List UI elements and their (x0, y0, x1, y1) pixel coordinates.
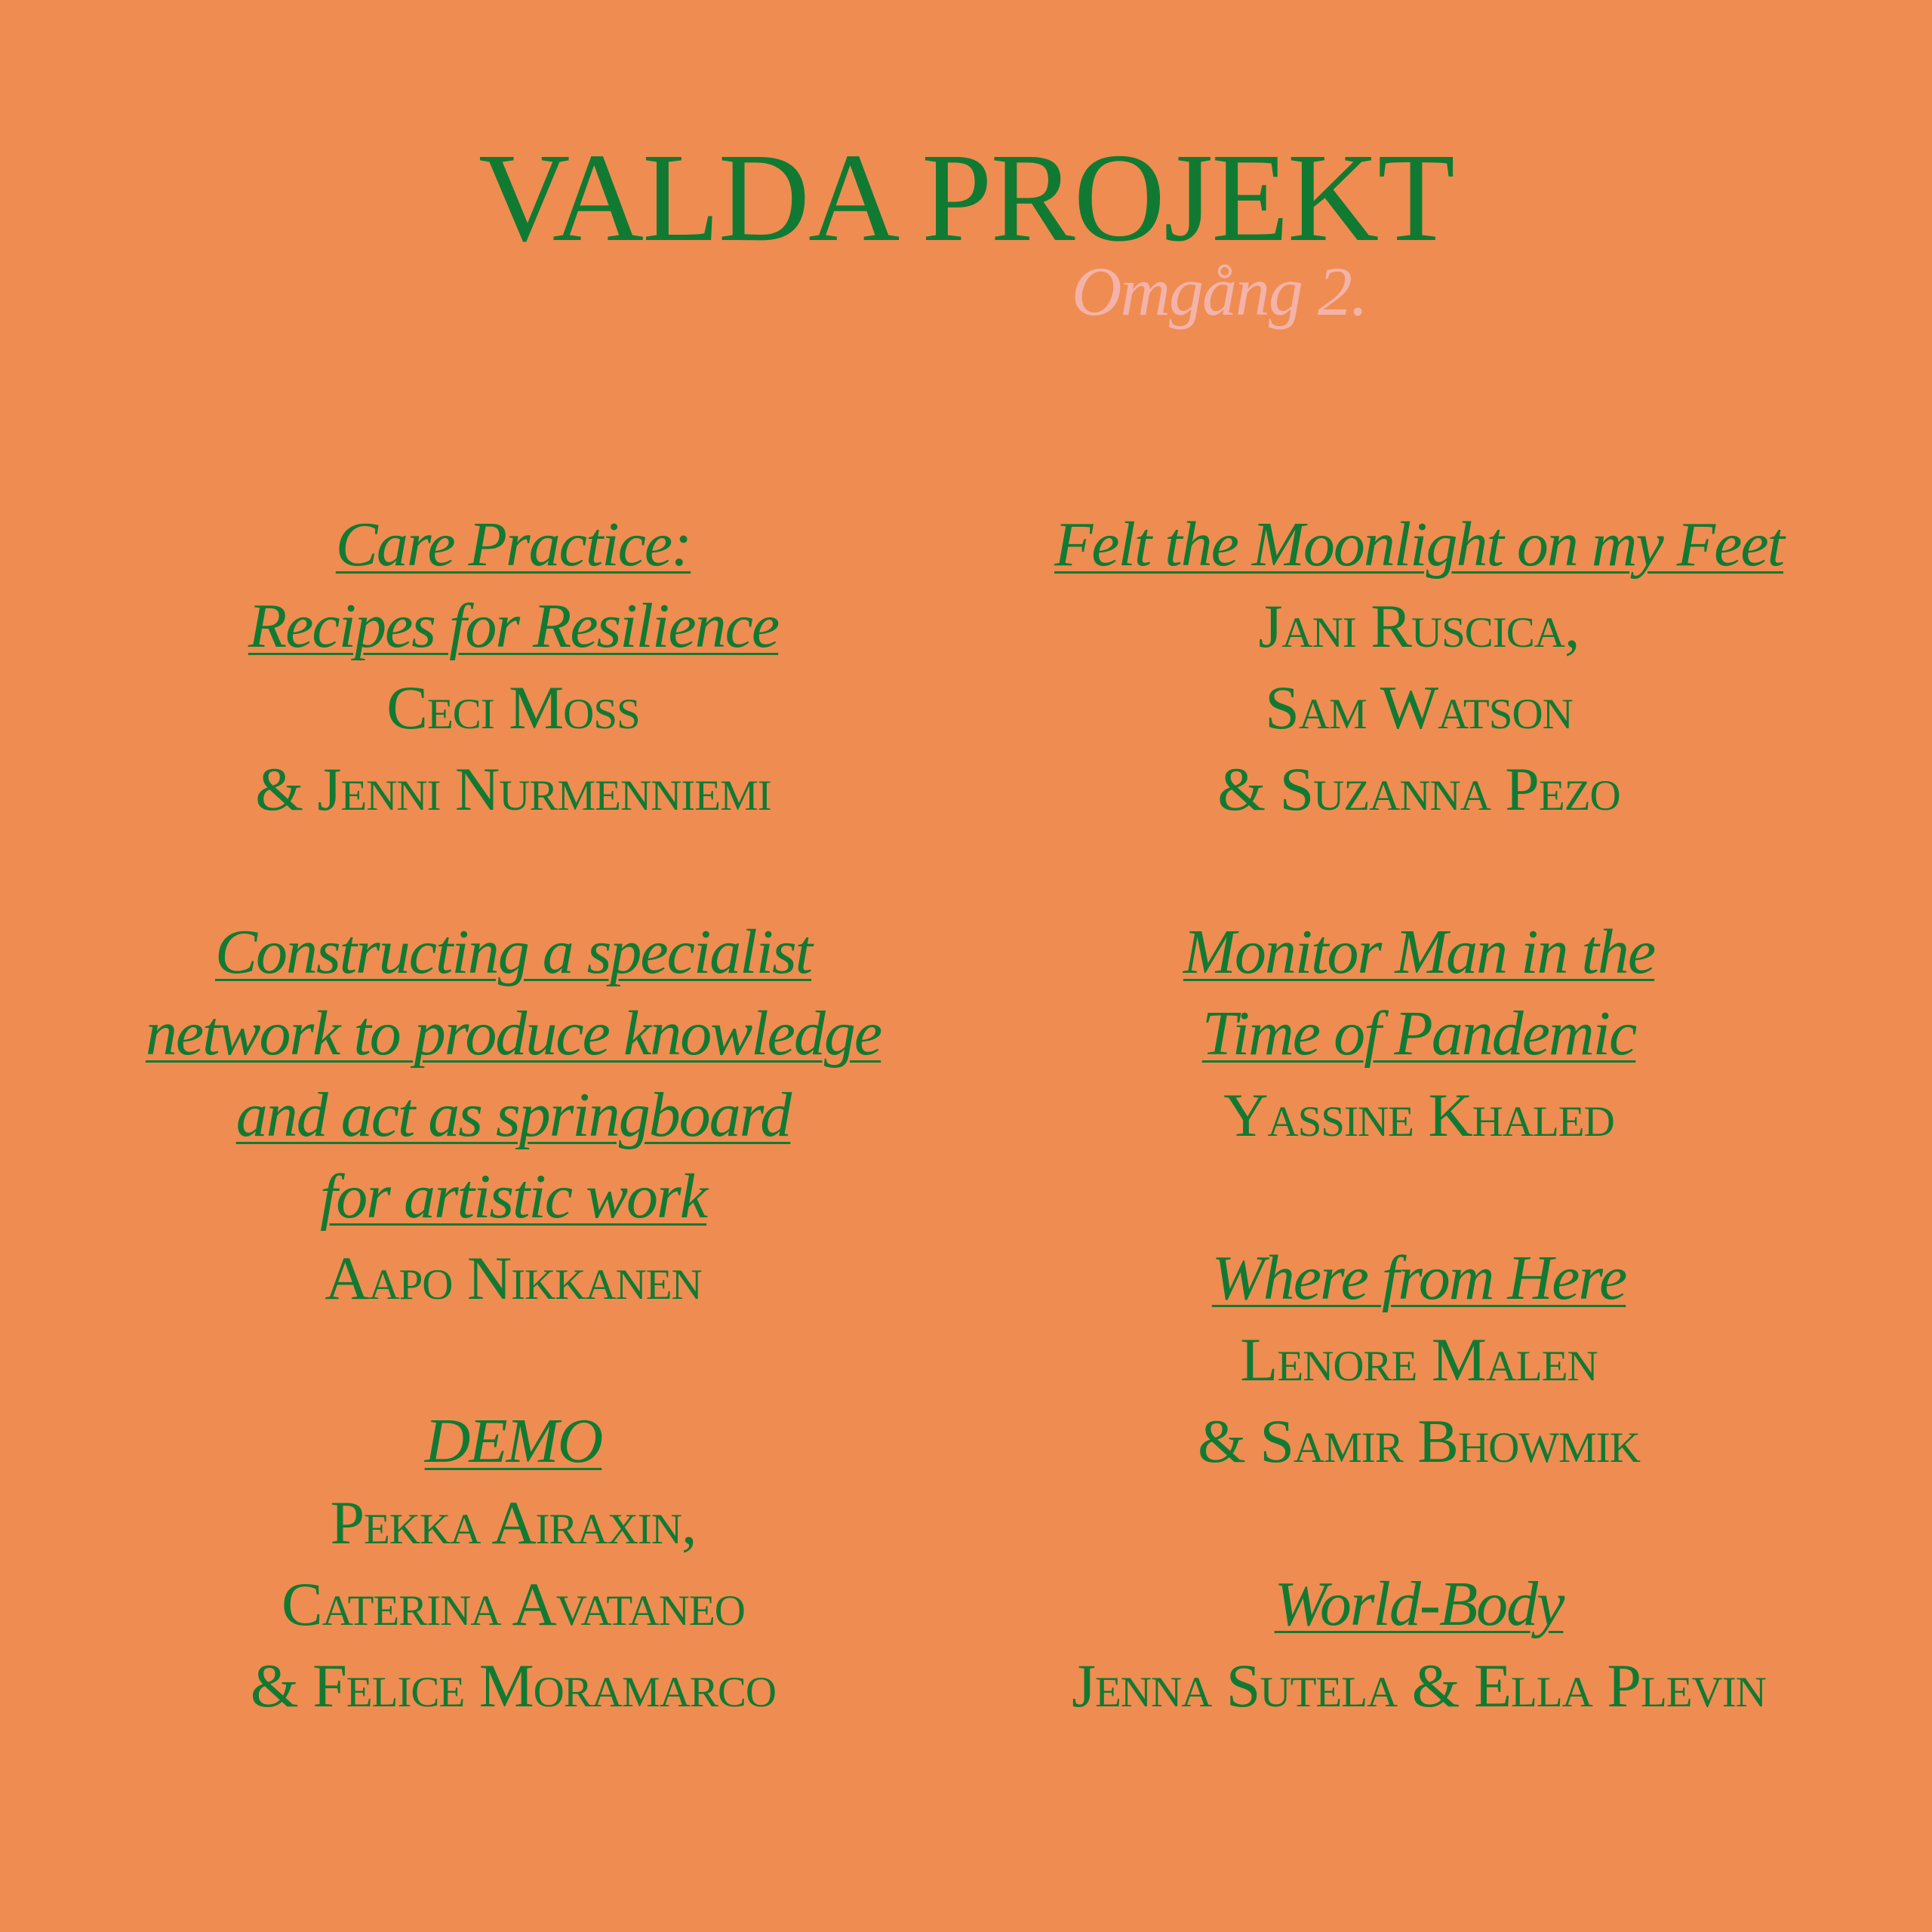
project-title-line: Time of Pandemic (1201, 998, 1636, 1069)
project-title-line: and act as springboard (235, 1080, 791, 1150)
project-title-line: Monitor Man in the (1183, 917, 1655, 987)
project-title-line: Where from Here (1211, 1243, 1626, 1313)
project-title-line: DEMO (424, 1406, 602, 1476)
project-entry (60, 1401, 966, 1727)
project-title-line: for artistic work (319, 1161, 707, 1232)
project-artists-line: Jani Ruscica, (1258, 592, 1580, 660)
project-entry (60, 504, 966, 830)
project-title-line: network to produce knowledge (145, 998, 881, 1069)
page-subtitle: Omgång 2. (1072, 253, 1367, 330)
project-artists-line: Yassine Khaled (1223, 1081, 1614, 1149)
project-artists-line: Aapo Nikkanen (325, 1244, 702, 1312)
project-title-line: World-Body (1274, 1569, 1564, 1639)
project-entry (60, 912, 966, 1319)
project-artists-line: Pekka Airaxin, (330, 1488, 697, 1557)
page-title: VALDA PROJEKT (478, 128, 1454, 268)
project-artists-line: Ceci Moss (386, 673, 640, 742)
project-artists-line: & Felice Moramarco (250, 1651, 777, 1720)
project-entry (966, 504, 1872, 830)
left-column (60, 504, 966, 1727)
project-artists-line: Sam Watson (1265, 673, 1573, 742)
project-entry (966, 1564, 1872, 1727)
project-title-line: Recipes for Resilience (248, 591, 779, 661)
project-artists-line: Lenore Malen (1240, 1325, 1598, 1394)
project-artists-line: Caterina Avataneo (281, 1570, 745, 1638)
project-artists-line: & Jenni Nurmenniemi (255, 755, 771, 823)
project-entry (966, 1238, 1872, 1482)
project-artists-line: & Samir Bhowmik (1198, 1407, 1640, 1475)
project-artists-line: Jenna Sutela & Ella Plevin (1072, 1651, 1766, 1720)
project-title-line: Care Practice: (335, 509, 691, 580)
project-title-line: Felt the Moonlight on my Feet (1054, 509, 1784, 580)
project-artists-line: & Suzanna Pezo (1217, 755, 1620, 823)
project-title-line: Constructing a specialist (215, 917, 811, 987)
project-entry (966, 912, 1872, 1156)
right-column (966, 504, 1872, 1727)
